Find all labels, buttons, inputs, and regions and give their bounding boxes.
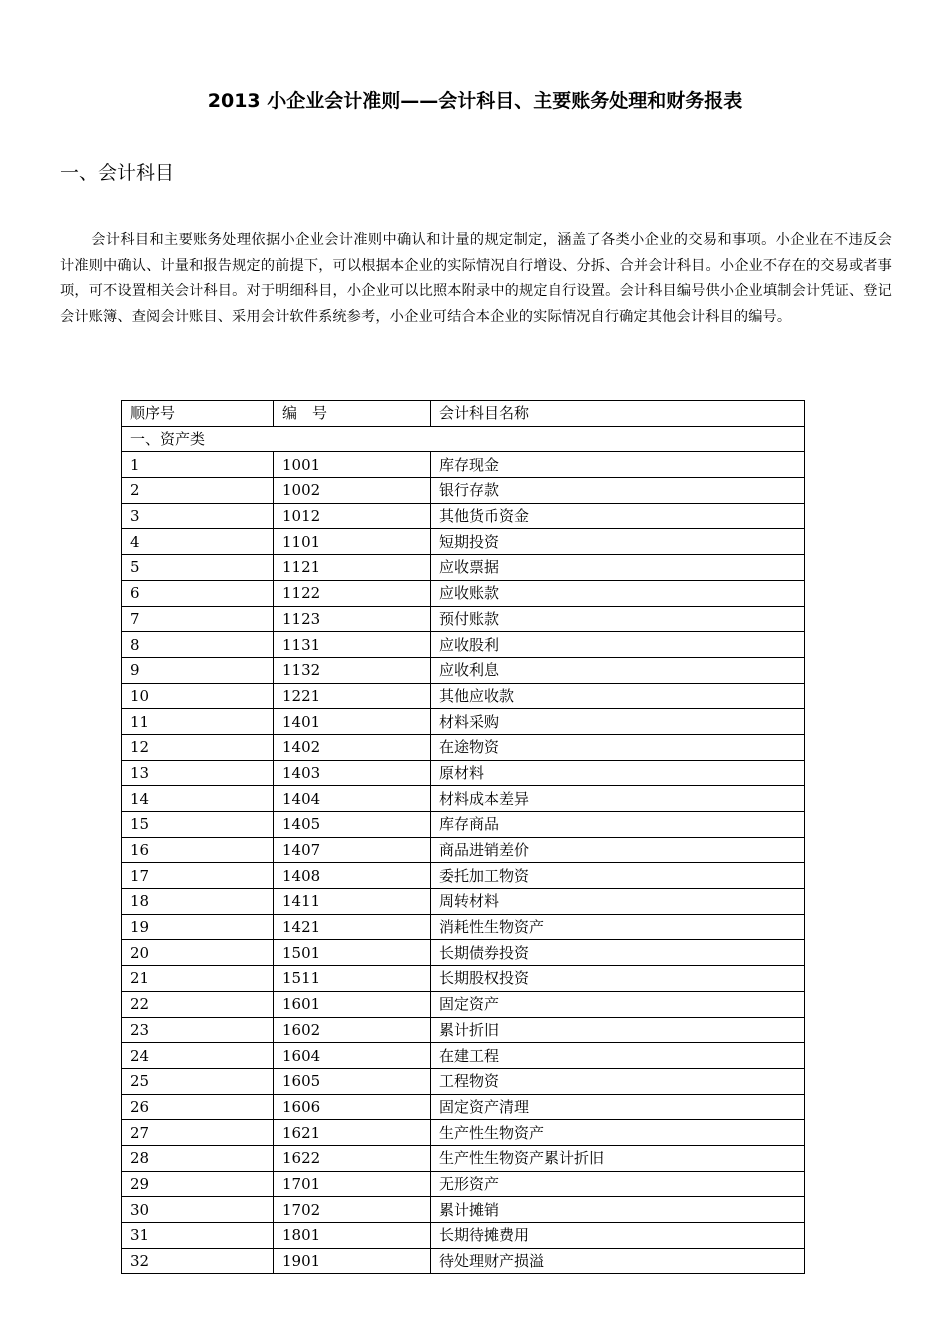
row-account-name: 固定资产 <box>431 991 805 1017</box>
row-code: 1622 <box>274 1145 431 1171</box>
table-row <box>122 1223 805 1249</box>
table-row <box>122 889 805 915</box>
row-account-name: 生产性生物资产 <box>431 1120 805 1146</box>
row-account-name: 应收股利 <box>431 632 805 658</box>
row-seq-no: 23 <box>122 1017 274 1043</box>
row-account-name: 应收票据 <box>431 555 805 581</box>
row-seq-no: 20 <box>122 940 274 966</box>
row-account-name: 其他货币资金 <box>431 503 805 529</box>
row-account-name: 在途物资 <box>431 734 805 760</box>
row-seq-no: 9 <box>122 657 274 683</box>
intro-paragraph: 会计科目和主要账务处理依据小企业会计准则中确认和计量的规定制定，涵盖了各类小企业的交易和事项。小企业在不违反会计准则中确认、计量和报告规定的前提下，可以根据本企业的实际情况自行增设、分拆、合并会计科目。小企业不存在的交易或者事项，可不设置相关会计科目。对于明细科目，小企业可以比照本附录中的规定自行设置。会计科目编号供小企业填制会计凭证、登记会计账簿、查阅会计账目、采用会计软件系统参考，小企业可结合本企业的实际情况自行确定其他会计科目的编号。 <box>60 232 892 325</box>
row-code: 1002 <box>274 478 431 504</box>
row-code: 1421 <box>274 914 431 940</box>
row-seq-no: 8 <box>122 632 274 658</box>
row-account-name: 无形资产 <box>431 1171 805 1197</box>
row-account-name: 短期投资 <box>431 529 805 555</box>
table-row <box>122 555 805 581</box>
row-seq-no: 12 <box>122 734 274 760</box>
category-row <box>122 426 805 452</box>
row-account-name: 原材料 <box>431 760 805 786</box>
row-code: 1123 <box>274 606 431 632</box>
row-seq-no: 5 <box>122 555 274 581</box>
table-row <box>122 657 805 683</box>
row-account-name: 委托加工物资 <box>431 863 805 889</box>
row-account-name: 其他应收款 <box>431 683 805 709</box>
row-code: 1122 <box>274 580 431 606</box>
header-account-name: 会计科目名称 <box>431 401 805 427</box>
table-row <box>122 863 805 889</box>
row-seq-no: 17 <box>122 863 274 889</box>
table-row <box>122 991 805 1017</box>
table-row <box>122 1145 805 1171</box>
row-account-name: 银行存款 <box>431 478 805 504</box>
row-code: 1411 <box>274 889 431 915</box>
table-row <box>122 503 805 529</box>
row-account-name: 生产性生物资产累计折旧 <box>431 1145 805 1171</box>
table-row <box>122 1043 805 1069</box>
row-account-name: 周转材料 <box>431 889 805 915</box>
table-row <box>122 1197 805 1223</box>
row-seq-no: 31 <box>122 1223 274 1249</box>
row-account-name: 待处理财产损溢 <box>431 1248 805 1274</box>
row-seq-no: 25 <box>122 1068 274 1094</box>
row-code: 1001 <box>274 452 431 478</box>
row-code: 1701 <box>274 1171 431 1197</box>
table-row <box>122 940 805 966</box>
row-account-name: 应收利息 <box>431 657 805 683</box>
table-row <box>122 1068 805 1094</box>
table-row <box>122 1017 805 1043</box>
row-seq-no: 22 <box>122 991 274 1017</box>
row-code: 1101 <box>274 529 431 555</box>
row-seq-no: 6 <box>122 580 274 606</box>
row-seq-no: 1 <box>122 452 274 478</box>
table-row <box>122 1171 805 1197</box>
table-row <box>122 1094 805 1120</box>
row-code: 1403 <box>274 760 431 786</box>
row-code: 1605 <box>274 1068 431 1094</box>
row-account-name: 累计摊销 <box>431 1197 805 1223</box>
row-account-name: 库存现金 <box>431 452 805 478</box>
row-code: 1221 <box>274 683 431 709</box>
row-code: 1407 <box>274 837 431 863</box>
row-account-name: 材料采购 <box>431 709 805 735</box>
header-code: 编 号 <box>274 401 431 427</box>
table-header-row <box>122 401 805 427</box>
row-seq-no: 14 <box>122 786 274 812</box>
row-account-name: 固定资产清理 <box>431 1094 805 1120</box>
row-seq-no: 28 <box>122 1145 274 1171</box>
table-row <box>122 632 805 658</box>
table-row <box>122 812 805 838</box>
row-seq-no: 29 <box>122 1171 274 1197</box>
table-row <box>122 709 805 735</box>
row-code: 1801 <box>274 1223 431 1249</box>
row-code: 1405 <box>274 812 431 838</box>
row-seq-no: 13 <box>122 760 274 786</box>
row-account-name: 商品进销差价 <box>431 837 805 863</box>
accounts-table <box>121 400 805 1274</box>
row-account-name: 在建工程 <box>431 1043 805 1069</box>
row-code: 1501 <box>274 940 431 966</box>
row-code: 1401 <box>274 709 431 735</box>
row-seq-no: 2 <box>122 478 274 504</box>
row-seq-no: 10 <box>122 683 274 709</box>
table-row <box>122 786 805 812</box>
row-code: 1121 <box>274 555 431 581</box>
row-code: 1408 <box>274 863 431 889</box>
row-code: 1131 <box>274 632 431 658</box>
table-row <box>122 606 805 632</box>
table-row <box>122 1120 805 1146</box>
row-seq-no: 24 <box>122 1043 274 1069</box>
row-account-name: 累计折旧 <box>431 1017 805 1043</box>
row-code: 1606 <box>274 1094 431 1120</box>
row-seq-no: 7 <box>122 606 274 632</box>
row-code: 1702 <box>274 1197 431 1223</box>
table-row <box>122 837 805 863</box>
table-row <box>122 966 805 992</box>
row-seq-no: 4 <box>122 529 274 555</box>
row-account-name: 长期待摊费用 <box>431 1223 805 1249</box>
row-seq-no: 26 <box>122 1094 274 1120</box>
row-account-name: 长期债券投资 <box>431 940 805 966</box>
row-account-name: 材料成本差异 <box>431 786 805 812</box>
row-seq-no: 21 <box>122 966 274 992</box>
row-code: 1012 <box>274 503 431 529</box>
section-heading: 一、会计科目 <box>60 162 175 184</box>
header-seq-no: 顺序号 <box>122 401 274 427</box>
row-account-name: 预付账款 <box>431 606 805 632</box>
table-row <box>122 734 805 760</box>
row-account-name: 应收账款 <box>431 580 805 606</box>
row-code: 1901 <box>274 1248 431 1274</box>
table-row <box>122 1248 805 1274</box>
row-account-name: 库存商品 <box>431 812 805 838</box>
category-label: 一、资产类 <box>122 426 805 452</box>
row-account-name: 长期股权投资 <box>431 966 805 992</box>
row-code: 1511 <box>274 966 431 992</box>
document-title: 2013 小企业会计准则——会计科目、主要账务处理和财务报表 <box>207 90 743 112</box>
table-row <box>122 580 805 606</box>
row-code: 1621 <box>274 1120 431 1146</box>
row-seq-no: 30 <box>122 1197 274 1223</box>
row-seq-no: 19 <box>122 914 274 940</box>
row-code: 1601 <box>274 991 431 1017</box>
table-row <box>122 760 805 786</box>
row-code: 1404 <box>274 786 431 812</box>
row-seq-no: 3 <box>122 503 274 529</box>
row-seq-no: 16 <box>122 837 274 863</box>
table-row <box>122 529 805 555</box>
row-code: 1602 <box>274 1017 431 1043</box>
row-code: 1132 <box>274 657 431 683</box>
row-code: 1402 <box>274 734 431 760</box>
row-seq-no: 27 <box>122 1120 274 1146</box>
row-seq-no: 11 <box>122 709 274 735</box>
table-row <box>122 452 805 478</box>
table-row <box>122 478 805 504</box>
row-seq-no: 32 <box>122 1248 274 1274</box>
row-seq-no: 18 <box>122 889 274 915</box>
table-row <box>122 683 805 709</box>
table-row <box>122 914 805 940</box>
row-account-name: 消耗性生物资产 <box>431 914 805 940</box>
row-code: 1604 <box>274 1043 431 1069</box>
row-account-name: 工程物资 <box>431 1068 805 1094</box>
table-body <box>122 426 805 1274</box>
row-seq-no: 15 <box>122 812 274 838</box>
